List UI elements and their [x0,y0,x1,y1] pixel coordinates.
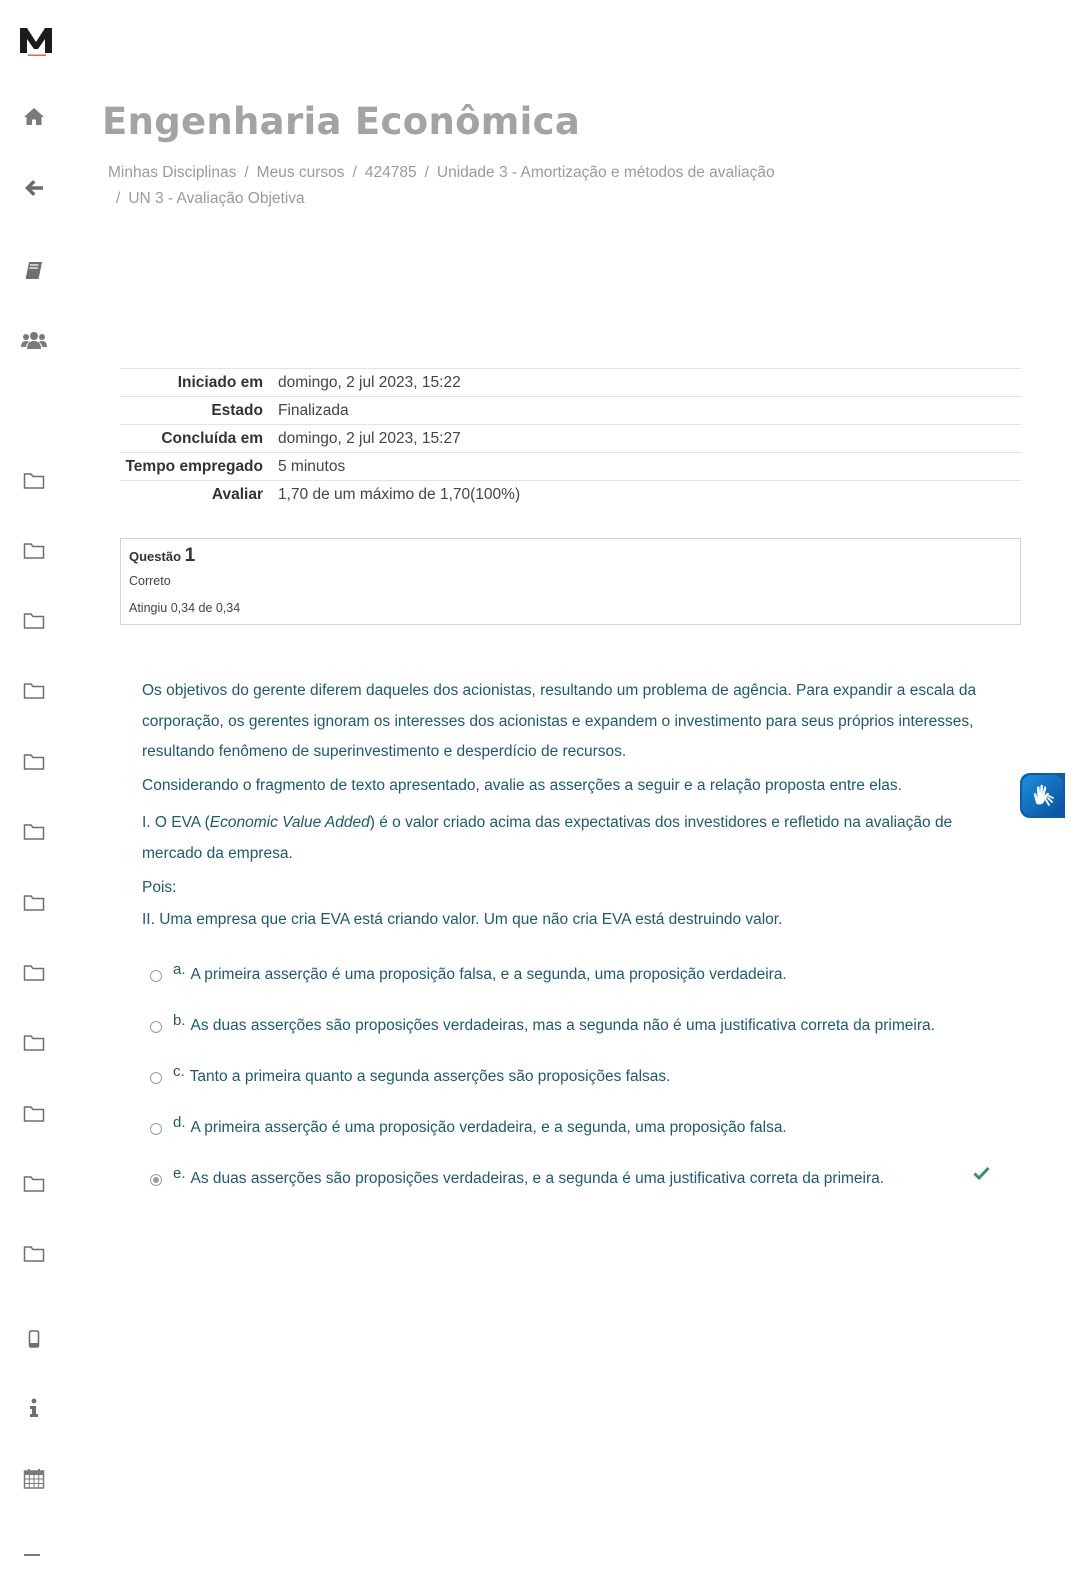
question-number-value: 1 [184,545,196,566]
answer-radio[interactable] [150,1072,162,1084]
question-text [142,676,1004,931]
assertion-italic: Economic Value Added [209,813,370,831]
check-icon [973,1166,990,1185]
answer-option[interactable] [150,1063,671,1086]
assertion-suffix: ) é o valor criado acima das expectativas dos investidores e refletido na avaliação de mercado da empresa. [142,813,953,862]
summary-value: domingo, 2 jul 2023, 15:27 [278,430,461,447]
summary-label: Iniciado em [177,374,263,391]
summary-value: domingo, 2 jul 2023, 15:22 [278,374,461,391]
sign-language-widget-button[interactable] [1020,773,1065,818]
answer-option[interactable] [150,1165,885,1188]
home-icon[interactable] [21,103,47,129]
users-icon[interactable] [21,327,47,353]
info-icon[interactable] [21,1395,47,1421]
question-state: Correto [129,574,171,588]
answer-option[interactable] [150,1114,787,1137]
question-paragraph: Considerando o fragmento de texto apresentado, avalie as asserções a seguir e a relação proposta entre elas. [142,776,902,794]
breadcrumb-separator: / [116,190,121,207]
summary-label: Avaliar [211,486,263,503]
answer-letter: b. [173,1012,186,1029]
answer-letter: a. [173,961,186,978]
table-row [120,397,1021,425]
answer-text: A primeira asserção é uma proposição falsa, e a segunda, uma proposição verdadeira. [190,966,787,983]
answer-text: As duas asserções são proposições verdadeiras, mas a segunda não é uma justificativa correta da primeira. [190,1017,935,1034]
answer-option[interactable] [150,1012,935,1035]
table-row [120,481,1021,509]
logo[interactable] [18,24,54,58]
sidebar [0,0,70,1571]
folder-icon[interactable] [21,819,47,845]
answer-option[interactable] [150,961,787,984]
breadcrumb-item[interactable]: Minhas Disciplinas [108,164,237,181]
folder-icon[interactable] [21,468,47,494]
breadcrumb-separator: / [352,164,357,181]
answer-radio[interactable] [150,1021,162,1033]
folder-icon[interactable] [21,1101,47,1127]
summary-label: Concluída em [161,430,263,447]
breadcrumb-item[interactable]: 424785 [364,164,417,181]
question-paragraph: Pois: [142,878,177,896]
back-arrow-icon[interactable] [21,175,47,201]
summary-label: Estado [211,402,263,419]
breadcrumb-separator: / [424,164,429,181]
answer-letter: d. [173,1114,186,1131]
question-info-box [120,538,1021,625]
question-number [129,545,195,567]
page-title: Engenharia Econômica [102,100,581,143]
breadcrumb-item[interactable]: Unidade 3 - Amortização e métodos de avaliação [436,164,775,181]
answer-text: As duas asserções são proposições verdadeiras, e a segunda é uma justificativa correta da primeira. [190,1170,885,1187]
book-icon[interactable] [21,257,47,283]
answer-radio[interactable] [150,1123,162,1135]
breadcrumb-separator: / [244,164,249,181]
summary-value: 1,70 de um máximo de 1,70(100%) [278,486,521,503]
folder-icon[interactable] [21,678,47,704]
folder-icon[interactable] [21,749,47,775]
folder-icon[interactable] [21,960,47,986]
question-grade: Atingiu 0,34 de 0,34 [129,601,241,615]
folder-icon[interactable] [21,1241,47,1267]
breadcrumb [108,160,988,212]
question-paragraph [142,807,1004,869]
answer-letter: c. [173,1063,185,1080]
mobile-icon[interactable] [21,1326,47,1352]
breadcrumb-item[interactable]: Meus cursos [256,164,345,181]
question-paragraph: Os objetivos do gerente diferem daqueles dos acionistas, resultando um problema de agência. Para expandir a escala da corporação, os gerentes ignoram os interesses dos acionistas e expandem o investimento para seus próprios interesses, resultando fenômeno de superinvestimento e desperdício de recursos. [142,682,977,760]
summary-value: Finalizada [278,402,349,419]
assertion-prefix: I. O EVA ( [142,813,210,831]
summary-label: Tempo empregado [125,458,263,475]
table-row [120,369,1021,397]
attempt-summary-table [120,368,1021,508]
menu-divider [24,1554,40,1556]
question-label: Questão [129,549,182,564]
table-row [120,425,1021,453]
summary-value: 5 minutos [278,458,346,475]
calendar-icon[interactable] [21,1466,47,1492]
question-paragraph: II. Uma empresa que cria EVA está criando valor. Um que não cria EVA está destruindo valor. [142,910,783,928]
answer-radio-selected[interactable] [150,1174,162,1186]
sign-language-icon [1022,775,1063,816]
folder-icon[interactable] [21,1030,47,1056]
folder-icon[interactable] [21,890,47,916]
answer-letter: e. [173,1165,186,1182]
answer-text: A primeira asserção é uma proposição verdadeira, e a segunda, uma proposição falsa. [190,1119,787,1136]
folder-icon[interactable] [21,608,47,634]
breadcrumb-item-current[interactable]: UN 3 - Avaliação Objetiva [128,190,305,207]
answer-radio[interactable] [150,970,162,982]
answer-text: Tanto a primeira quanto a segunda asserções são proposições falsas. [189,1068,671,1085]
folder-icon[interactable] [21,538,47,564]
folder-icon[interactable] [21,1171,47,1197]
table-row [120,453,1021,481]
